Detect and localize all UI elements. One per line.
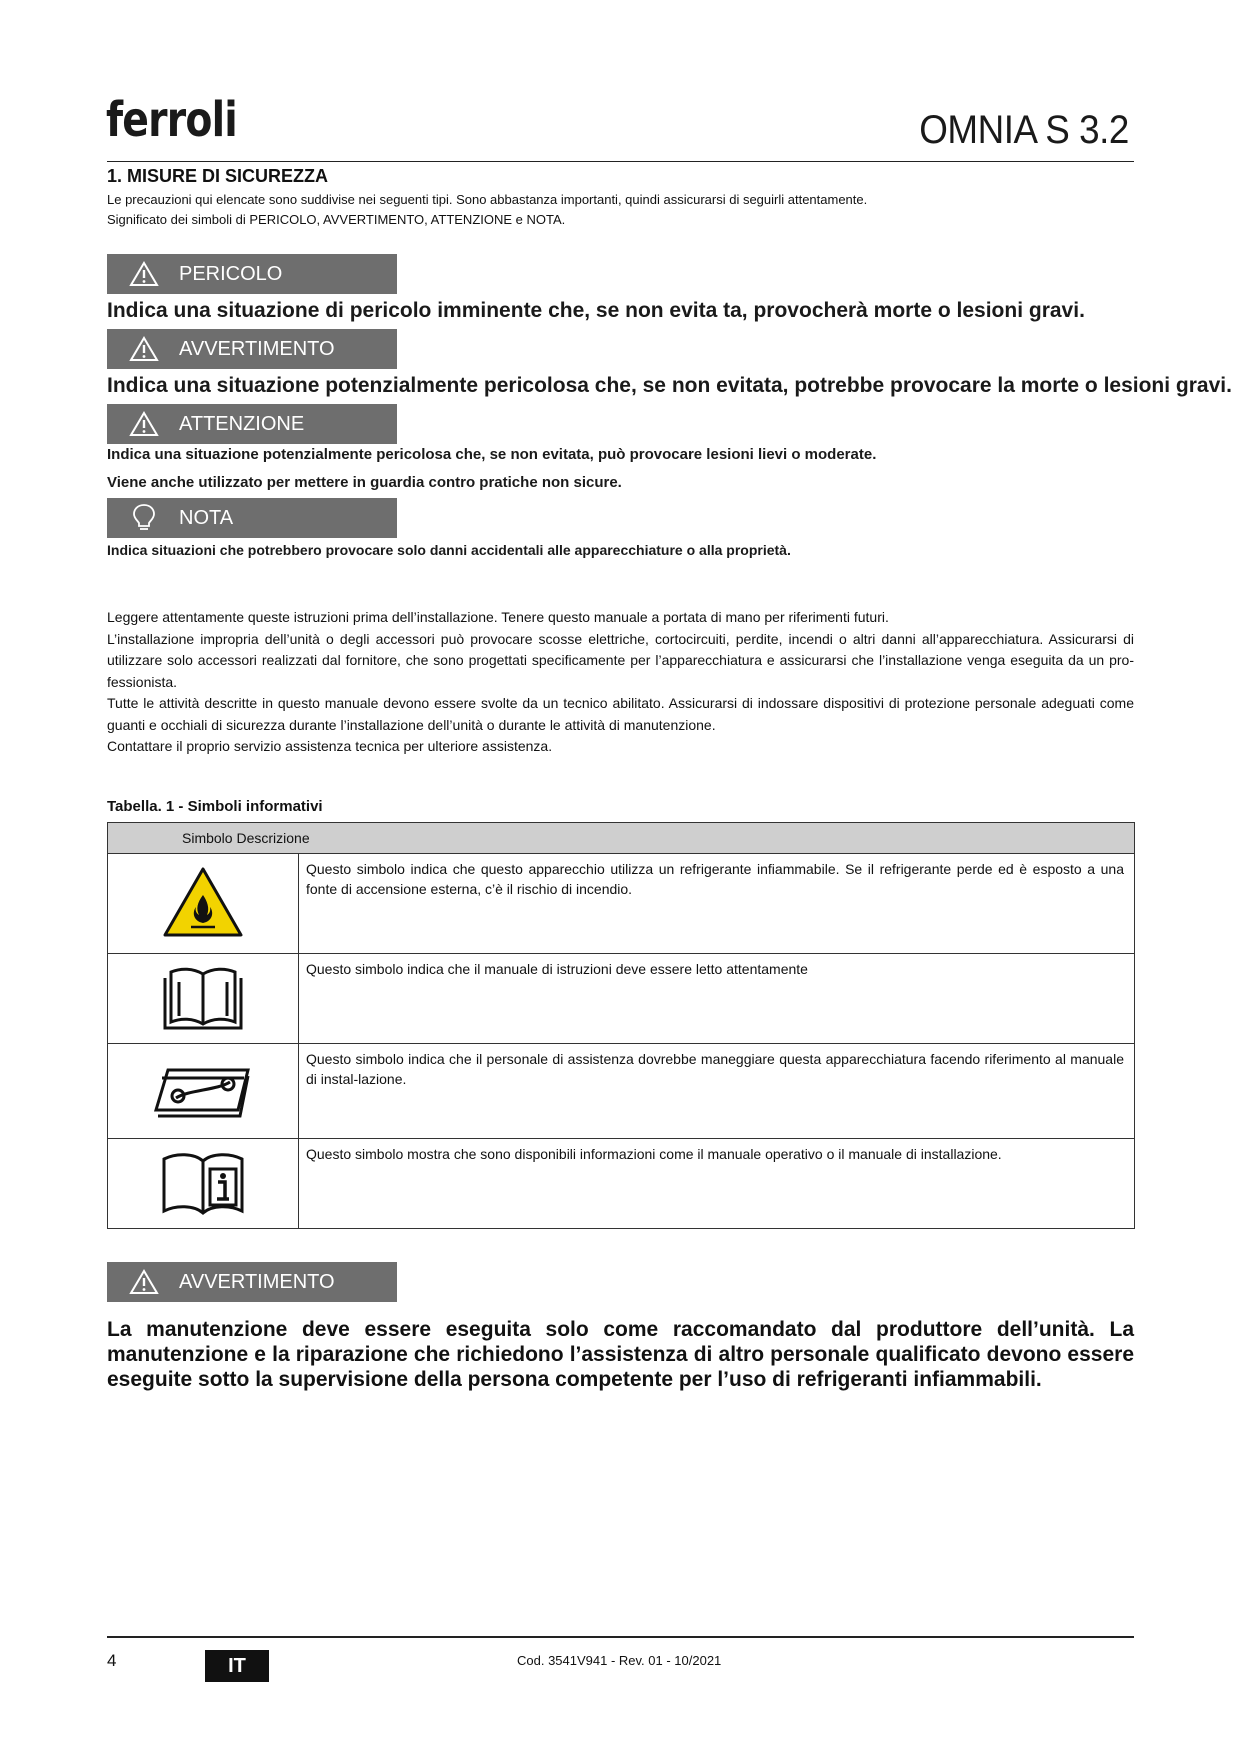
info-book-icon <box>108 1139 299 1229</box>
table-title: Tabella. 1 - Simboli informativi <box>107 798 323 815</box>
warning-triangle-icon <box>127 259 161 289</box>
page-number: 4 <box>107 1651 117 1670</box>
body-paragraph-3: Tutte le attività descritte in questo manuale devono essere svolte da un tecnico abilitato. Assicurarsi di indossare dispositivi di protezione personale adeguati come guanti e occhiali di sicurezza durante l’installazione dell’unità o durante le attività di manutenzione. <box>107 695 1134 733</box>
symbols-table <box>107 822 1135 1229</box>
intro-line-2: Significato dei simboli di PERICOLO, AVVERTIMENTO, ATTENZIONE e NOTA. <box>107 212 566 227</box>
nota-label: NOTA <box>179 506 234 529</box>
nota-text: Indica situazioni che potrebbero provocare solo danni accidentali alle apparecchiature o alla proprietà. <box>107 542 791 558</box>
lightbulb-icon <box>127 503 161 533</box>
warning-triangle-icon <box>127 334 161 364</box>
service-manual-wrench-icon <box>108 1044 299 1139</box>
section-intro <box>107 190 1127 230</box>
body-paragraph-4: Contattare il proprio servizio assistenza tecnica per ulteriore assistenza. <box>107 738 553 754</box>
avvertimento-final-text: La manutenzione deve essere eseguita solo come raccomandato dal produttore dell’unità. La manutenzione e la riparazione che richiedono l’assistenza di altro personale qualificato devono essere eseguite sotto la supervisione della persona competente per l’uso di refrigeranti infiammabili. <box>107 1318 1134 1391</box>
table-row-text: Questo simbolo mostra che sono disponibili informazioni come il manuale operativo o il manuale di installazione. <box>299 1139 1135 1229</box>
flammable-warning-icon <box>108 854 299 954</box>
attenzione-text-line-1: Indica una situazione potenzialmente pericolosa che, se non evitata, può provocare lesioni lievi o moderate. <box>107 446 877 463</box>
avvertimento-bar-final <box>107 1262 397 1302</box>
body-paragraph-1: Leggere attentamente queste istruzioni prima dell’installazione. Tenere questo manuale a portata di mano per riferimenti futuri. <box>107 609 889 625</box>
attenzione-label: ATTENZIONE <box>179 412 305 435</box>
ferroli-logo: ferroli <box>106 92 237 148</box>
nota-bar <box>107 498 397 538</box>
table-row <box>108 1139 1135 1229</box>
warning-triangle-icon <box>127 409 161 439</box>
product-name: OMNIA S 3.2 <box>919 108 1129 152</box>
instructions-body <box>107 607 1134 758</box>
intro-line-1: Le precauzioni qui elencate sono suddivise nei seguenti tipi. Sono abbastanza importanti, quindi assicurarsi di seguirli attentamente. <box>107 192 868 207</box>
table-row-text: Questo simbolo indica che questo apparecchio utilizza un refrigerante infiammabile. Se il refrigerante perde ed è esposto a una fonte di accensione esterna, c’è il rischio di incendio. <box>299 854 1135 954</box>
document-code: Cod. 3541V941 - Rev. 01 - 10/2021 <box>517 1653 722 1668</box>
avvertimento-final-label: AVVERTIMENTO <box>179 1270 335 1293</box>
pericolo-bar <box>107 254 397 294</box>
pericolo-label: PERICOLO <box>179 262 283 285</box>
attenzione-text-line-2: Viene anche utilizzato per mettere in guardia contro pratiche non sicure. <box>107 474 622 491</box>
section-title: 1. MISURE DI SICUREZZA <box>107 166 329 186</box>
footer-divider <box>107 1636 1134 1638</box>
table-row <box>108 954 1135 1044</box>
avvertimento-label: AVVERTIMENTO <box>179 337 335 360</box>
table-row <box>108 1044 1135 1139</box>
table-row <box>108 854 1135 954</box>
avvertimento-text: Indica una situazione potenzialmente pericolosa che, se non evitata, potrebbe provocare la morte o lesioni gravi. <box>107 374 1232 397</box>
body-paragraph-2: L’installazione impropria dell’unità o degli accessori può provocare scosse elettriche, cortocircuiti, perdite, incendi o altri danni all’apparecchiatura. Assicurarsi di utilizzare solo accessori realizzati dal fornitore, che sono progettati specificamente per l’apparecchiatura e assicurarsi che l’installazione venga eseguita da un pro-fessionista. <box>107 630 1134 690</box>
table-header: Simbolo Descrizione <box>108 823 1135 854</box>
warning-triangle-icon <box>127 1267 161 1297</box>
header-divider <box>107 161 1134 162</box>
attenzione-bar <box>107 404 397 444</box>
table-header-row <box>108 823 1135 854</box>
language-badge: IT <box>205 1650 269 1682</box>
table-row-text: Questo simbolo indica che il manuale di istruzioni deve essere letto attentamente <box>299 954 1135 1044</box>
table-row-text: Questo simbolo indica che il personale di assistenza dovrebbe maneggiare questa apparecchiatura facendo riferimento al manuale di instal-lazione. <box>299 1044 1135 1139</box>
pericolo-text: Indica una situazione di pericolo imminente che, se non evita ta, provocherà morte o lesioni gravi. <box>107 299 1085 322</box>
open-book-icon <box>108 954 299 1044</box>
attenzione-text <box>107 441 876 497</box>
avvertimento-bar <box>107 329 397 369</box>
